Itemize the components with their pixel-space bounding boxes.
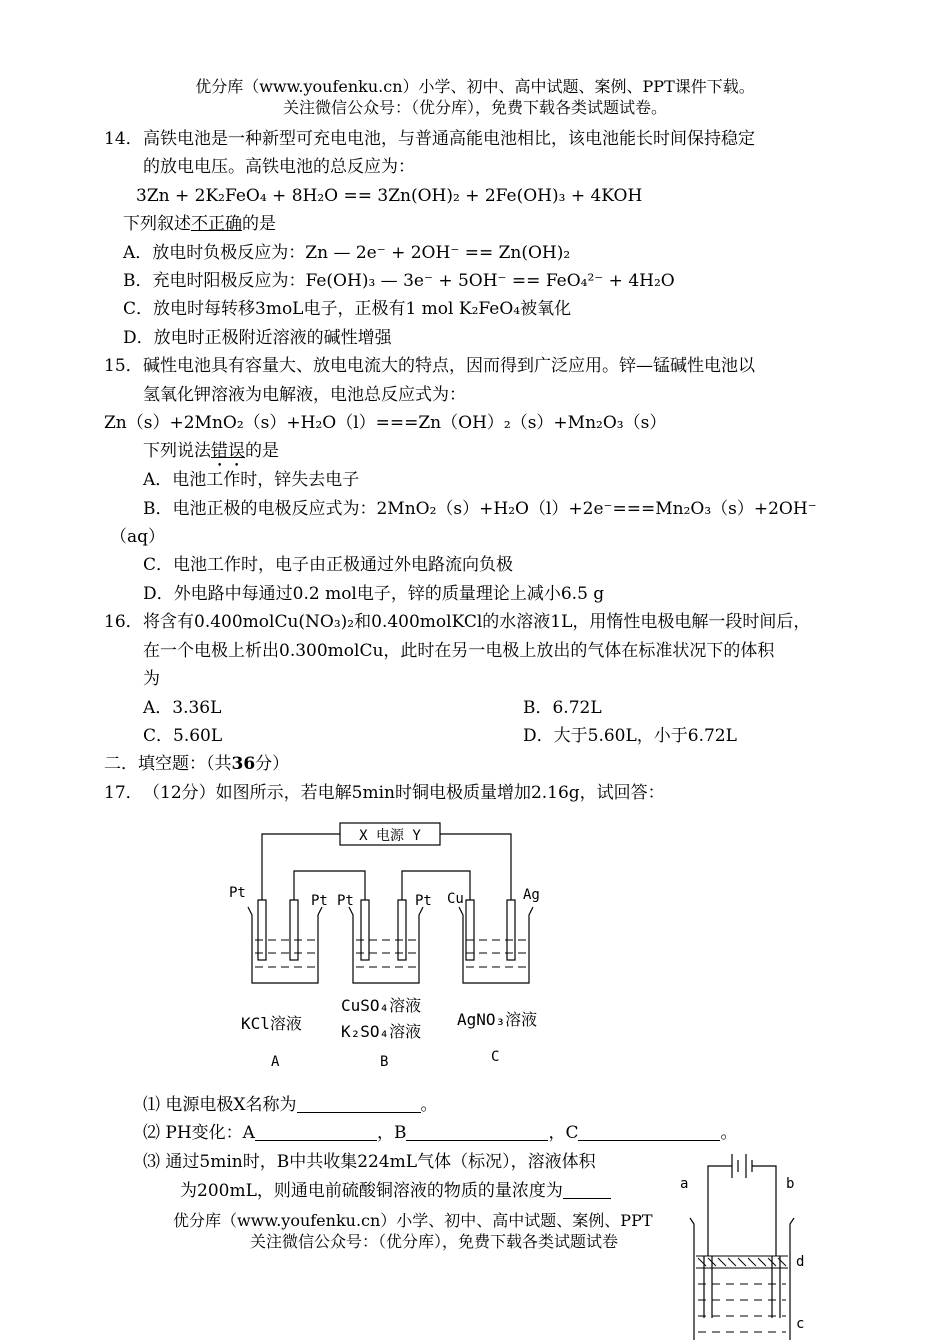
q15-stem-1: 碱性电池具有容量大、放电电流大的特点，因而得到广泛应用。锌—锰碱性电池以 <box>143 356 755 376</box>
q14-option-d: D．放电时正极附近溶液的碱性增强 <box>123 328 392 348</box>
q15-equation: Zn（s）+2MnO₂（s）+H₂O（l）===Zn（OH）₂（s）+Mn₂O₃（s） <box>104 413 667 433</box>
q17-part-2: ⑵ PH变化：A ，B ，C 。 <box>143 1123 738 1143</box>
q16-option-b: B．6.72L <box>523 698 602 718</box>
section-two-title: 二．填空题：（共36分） <box>104 754 290 774</box>
header-line-2: 关注微信公众号：（优分库），免费下载各类试题试卷。 <box>282 98 667 117</box>
q16-stem-1: 将含有0.400molCu(NO₃)₂和0.400molKCl的水溶液1L，用惰性电极电解一段时间后， <box>143 612 811 632</box>
answer-blank[interactable] <box>563 1182 611 1199</box>
solution-b1-label: CuSO₄溶液 <box>341 996 422 1015</box>
q16-option-c: C．5.60L <box>143 726 223 746</box>
figure-2-label: c <box>796 1316 805 1332</box>
q15-number: 15． <box>104 356 143 376</box>
q17-part-3-line-2: 为200mL，则通电前硫酸铜溶液的物质的量浓度为 <box>180 1180 611 1202</box>
q14-option-b: B．充电时阳极反应为：Fe(OH)₃ — 3e⁻ + 5OH⁻ == FeO₄²⁻ + 4H₂O <box>123 271 675 291</box>
electrode-label: Ag <box>523 887 540 903</box>
q16-option-a: A．3.36L <box>143 698 222 718</box>
q15-stem-2: 氢氧化钾溶液为电解液，电池总反应式为： <box>143 385 466 405</box>
footer-line-2: 关注微信公众号：（优分库），免费下载各类试题试卷 <box>250 1232 619 1251</box>
q14-option-c: C．放电时每转移3moL电子，正极有1 mol K₂FeO₄被氧化 <box>123 299 572 319</box>
cell-figure-2 <box>672 1148 812 1340</box>
q14-equation: 3Zn + 2K₂FeO₄ + 8H₂O == 3Zn(OH)₂ + 2Fe(OH)₃ + 4KOH <box>136 186 643 206</box>
q14-ask-key: 不正确 <box>191 214 242 234</box>
header-line-1: 优分库（www.youfenku.cn）小学、初中、高中试题、案例、PPT课件下载。 <box>195 77 755 96</box>
electrode-label: Pt <box>415 893 432 909</box>
electrolysis-figure <box>225 815 570 1075</box>
electrode-label: Pt <box>311 893 328 909</box>
q15-option-a: A．电池工作时，锌失去电子 <box>143 470 360 490</box>
electrode-label: Pt <box>229 885 246 901</box>
q14-number: 14． <box>104 129 143 149</box>
q15-option-b: B．电池正极的电极反应式为：2MnO₂（s）+H₂O（l）+2e⁻===Mn₂O₃（s）+2OH⁻ <box>143 499 817 519</box>
q17-number: 17． <box>104 783 143 803</box>
solution-c-label: AgNO₃溶液 <box>457 1010 538 1029</box>
figure-2-label: a <box>680 1176 689 1192</box>
cell-c-label: C <box>491 1049 500 1065</box>
q16-option-d: D．大于5.60L，小于6.72L <box>523 726 737 746</box>
q14-ask: 下列叙述不正确的是 <box>123 214 276 234</box>
q15-ask-key: 错误 <box>211 441 245 461</box>
beaker-a <box>248 907 322 983</box>
q17-stem: （12分）如图所示，若电解5min时铜电极质量增加2.16g，试回答： <box>143 783 665 803</box>
beaker-c <box>459 907 533 983</box>
beaker-b <box>349 907 423 983</box>
figure-2-label: d <box>796 1254 805 1270</box>
q15-option-c: C．电池工作时，电子由正极通过外电路流向负极 <box>143 555 514 575</box>
q16-number: 16． <box>104 612 143 632</box>
q14-option-a: A．放电时负极反应为：Zn — 2e⁻ + 2OH⁻ == Zn(OH)₂ <box>123 243 571 263</box>
q15-option-d: D．外电路中每通过0.2 mol电子，锌的质量理论上减小6.5 g <box>143 584 605 604</box>
answer-blank[interactable] <box>406 1124 548 1141</box>
answer-blank[interactable] <box>255 1124 377 1141</box>
q15-ask: 下列说法错误的是 <box>143 441 279 461</box>
q14-stem-1: 高铁电池是一种新型可充电电池，与普通高能电池相比，该电池能长时间保持稳定 <box>143 129 755 149</box>
cell-b-label: B <box>380 1054 389 1070</box>
q16-stem-2: 在一个电极上析出0.300molCu，此时在另一电极上放出的气体在标准状况下的体积 <box>143 641 775 661</box>
q17-part-3-line-1: ⑶ 通过5min时，B中共收集224mL气体（标况），溶液体积 <box>143 1152 596 1172</box>
solution-b2-label: K₂SO₄溶液 <box>341 1022 422 1041</box>
q16-stem-3: 为 <box>143 669 160 689</box>
answer-blank[interactable] <box>578 1124 720 1141</box>
q14-stem-2: 的放电电压。高铁电池的总反应为： <box>143 157 415 177</box>
electrode-label: Pt <box>337 893 354 909</box>
cell-a-label: A <box>271 1054 280 1070</box>
q15-option-b-cont: （aq） <box>110 527 166 547</box>
answer-blank[interactable] <box>297 1096 421 1113</box>
solution-a-label: KCl溶液 <box>241 1014 302 1033</box>
figure-2-label: b <box>786 1176 795 1192</box>
q17-part-1: ⑴ 电源电极X名称为 。 <box>143 1095 438 1115</box>
power-source-label: X 电源 Y <box>359 828 421 844</box>
footer-line-1: 优分库（www.youfenku.cn）小学、初中、高中试题、案例、PPT <box>173 1211 653 1230</box>
electrode-label: Cu <box>447 891 464 907</box>
